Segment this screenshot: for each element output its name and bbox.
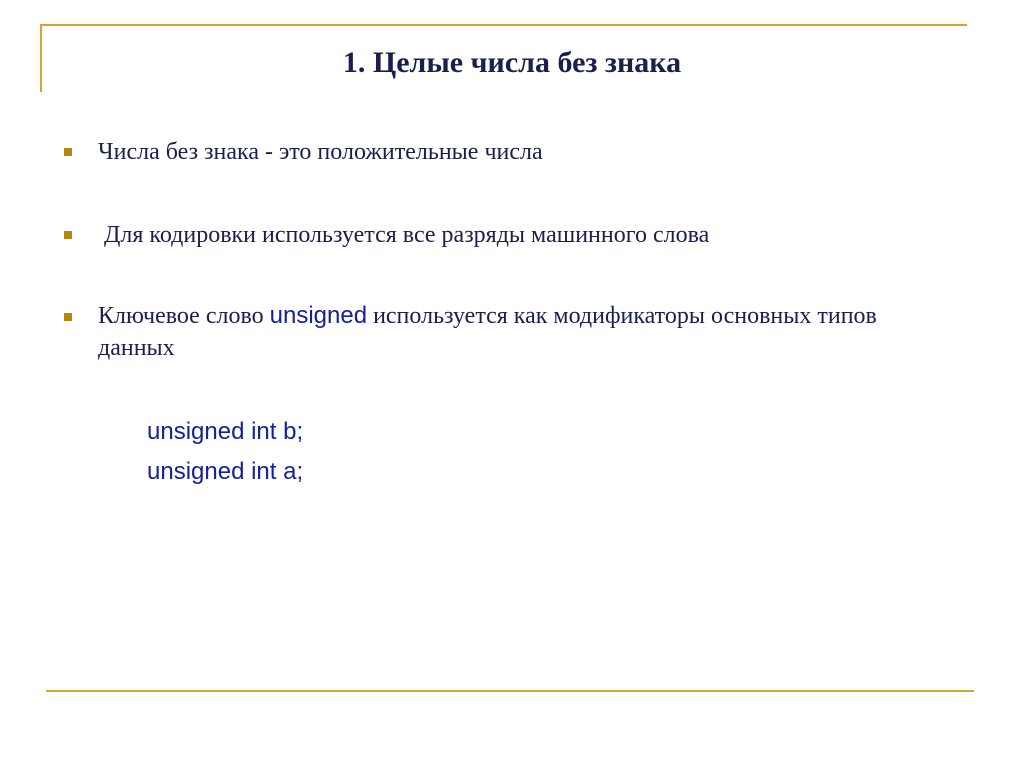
bullet-icon xyxy=(64,231,72,239)
slide-title: 1. Целые числа без знака xyxy=(342,46,682,79)
bullet-icon xyxy=(64,313,72,321)
bullet-text-1: Числа без знака - это положительные числа xyxy=(98,139,543,165)
bullet-text-3 xyxy=(98,300,958,364)
keyword-unsigned: unsigned xyxy=(269,302,368,329)
bullet-text-3-after: используется как модификаторы основных типов данных xyxy=(98,303,877,361)
bottom-border-line xyxy=(46,690,974,692)
bullet-text-3-before: Ключевое слово xyxy=(98,303,270,329)
bullet-text-2: Для кодировки используется все разряды машинного слова xyxy=(98,222,710,248)
code-line-2: unsigned int a; xyxy=(147,458,304,485)
bullet-icon xyxy=(64,148,72,156)
code-line-1: unsigned int b; xyxy=(147,418,304,445)
top-border-line xyxy=(40,24,967,26)
